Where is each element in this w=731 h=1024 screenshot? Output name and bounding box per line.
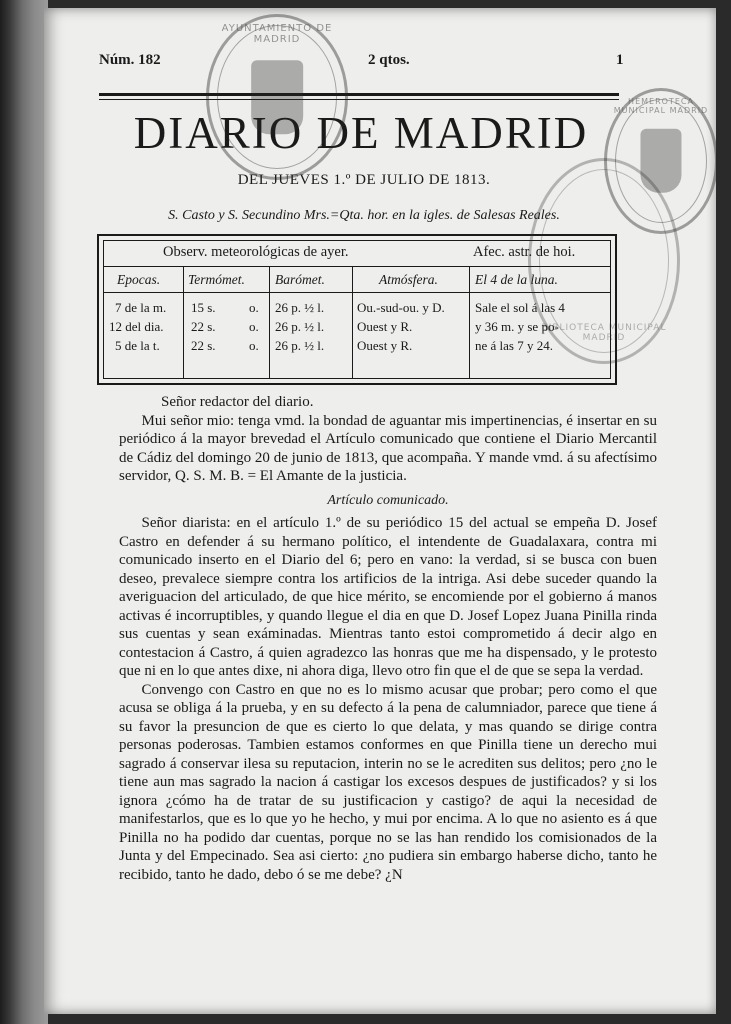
row2-baro: 26 p. ½ l. <box>275 319 325 334</box>
row1-termo2: o. <box>249 300 259 315</box>
luna-line-2: y 36 m. y se po- <box>475 319 559 334</box>
row1-epoca: 7 de la m. <box>115 300 167 315</box>
col-divider-4 <box>469 266 470 379</box>
newspaper-page <box>44 8 716 1014</box>
luna-line-1: Sale el sol á las 4 <box>475 300 565 315</box>
date-line: DEL JUEVES 1.º DE JULIO DE 1813. <box>237 172 491 188</box>
col-barometro: Barómet. <box>275 272 325 287</box>
row3-atmos: Ouest y R. <box>357 338 413 353</box>
stamp-text: BIBLIOTECA MUNICIPAL MADRID <box>541 323 667 343</box>
masthead-rule-top <box>99 93 619 96</box>
letter-salutation: Señor redactor del diario. <box>161 394 314 410</box>
stamp-text: HEMEROTECA MUNICIPAL MADRID <box>613 97 709 115</box>
col-divider-1 <box>183 266 184 379</box>
row3-termo: 22 s. <box>191 338 216 353</box>
col-divider-3 <box>352 266 353 379</box>
row3-epoca: 5 de la t. <box>115 338 160 353</box>
row1-baro: 26 p. ½ l. <box>275 300 325 315</box>
row3-baro: 26 p. ½ l. <box>275 338 325 353</box>
col-atmosfera: Atmósfera. <box>379 272 438 287</box>
col-luna: El 4 de la luna. <box>475 272 558 287</box>
issue-number: Núm. 182 <box>99 52 161 68</box>
stamp-text: AYUNTAMIENTO DE MADRID <box>221 23 333 45</box>
row2-termo2: o. <box>249 319 259 334</box>
issue-price: 2 qtos. <box>368 52 410 68</box>
col-epocas: Epocas. <box>117 272 161 287</box>
saints-line: S. Casto y S. Secundino Mrs.=Qta. hor. en la igles. de Salesas Reales. <box>168 208 560 223</box>
row2-termo: 22 s. <box>191 319 216 334</box>
luna-line-3: ne á las 7 y 24. <box>475 338 553 353</box>
masthead-rule-thin <box>99 99 619 100</box>
article-heading: Artículo comunicado. <box>327 492 449 508</box>
biblioteca-stamp <box>528 158 680 364</box>
astro-title: Afec. astr. de hoi. <box>473 244 576 260</box>
article-paragraph-2: Convengo con Castro en que no es lo mismo acusar que probar; pero como el que acusa se obliga á la prueba, y en su defecto á la pena de calumniador, parece que tiene á su favor la presuncion de que es cierto lo que delata, y mas quando se dirige contra personas poderosas. Tambien estamos conformes en que Pinilla tiene un derecho mui sagrado á conservar ilesa su reputacion, interin no se le acrediten sus delitos; pero ¿no le tiene aun mas sagrado la nacion á castigar los excesos despues de justificados? y si los ignora ¿cómo ha de tratar de su justificacion y castigo? de aqui la necesidad de manifestarlos, que es lo que yo he hecho, y mui por encima. A lo que no asiento es á que Pinilla no ha podido dar cuentas, porque no se las han rendido los comisionados de la Junta y del Empecinado. Sea asi cierto: ¿no pudiera sin embargo haberse dicho, tanto he recibido, tanto he dado, debo ó se me debe? ¿N <box>119 681 657 883</box>
row1-atmos: Ou.-sud-ou. y D. <box>357 300 445 315</box>
letter-paragraph: Mui señor mio: tenga vmd. la bondad de aguantar mis impertinencias, é insertar en su periódico á la mayor brevedad el Artículo comunicado que contiene el Diario Mercantil de Cádiz del domingo 20 de junio de 1813, que acompaña. Y mande vmd. á su afectísimo servidor, Q. S. M. B. = El Amante de la justicia. <box>119 412 657 484</box>
letter-block <box>119 393 657 884</box>
ayuntamiento-stamp <box>206 14 348 180</box>
masthead-title: DIARIO DE MADRID <box>133 108 589 158</box>
row3-termo2: o. <box>249 338 259 353</box>
row1-termo: 15 s. <box>191 300 216 315</box>
col-termometro: Termómet. <box>188 272 245 287</box>
row2-atmos: Ouest y R. <box>357 319 413 334</box>
coat-of-arms-icon <box>251 60 303 134</box>
page-number: 1 <box>616 52 624 68</box>
book-binding <box>0 0 48 1024</box>
row2-epoca: 12 del dia. <box>109 319 164 334</box>
weather-title: Observ. meteorológicas de ayer. <box>163 244 349 260</box>
article-paragraph-1: Señor diarista: en el artículo 1.º de su periódico 15 del actual se empeña D. Josef Castro en defender á su hermano político, el intendente de Guadalaxara, contra mi comunicado inserto en el Diario del 6; pero en vano: la verdad, si se busca con buen deseo, prevalece siempre contra los artificios de la intriga. Asi debe suceder quando la averiguacion del articulado, de que hice mérito, se encomiende por el gobierno á manos activas é incorruptibles, y quando llegue el dia en que D. Josef Lopez Juana Pinilla rinda sus cuentas y sean exáminadas. Mientras tanto estoi comprometido á decir algo en contestacion á Castro, á quien agradezco las honras que me ha dispensado, y le protesto que ni en lo que antes dixe, ni ahora diga, llevo otro fin que el de que se sepa la verdad. <box>119 515 657 679</box>
col-divider-2 <box>269 266 270 379</box>
